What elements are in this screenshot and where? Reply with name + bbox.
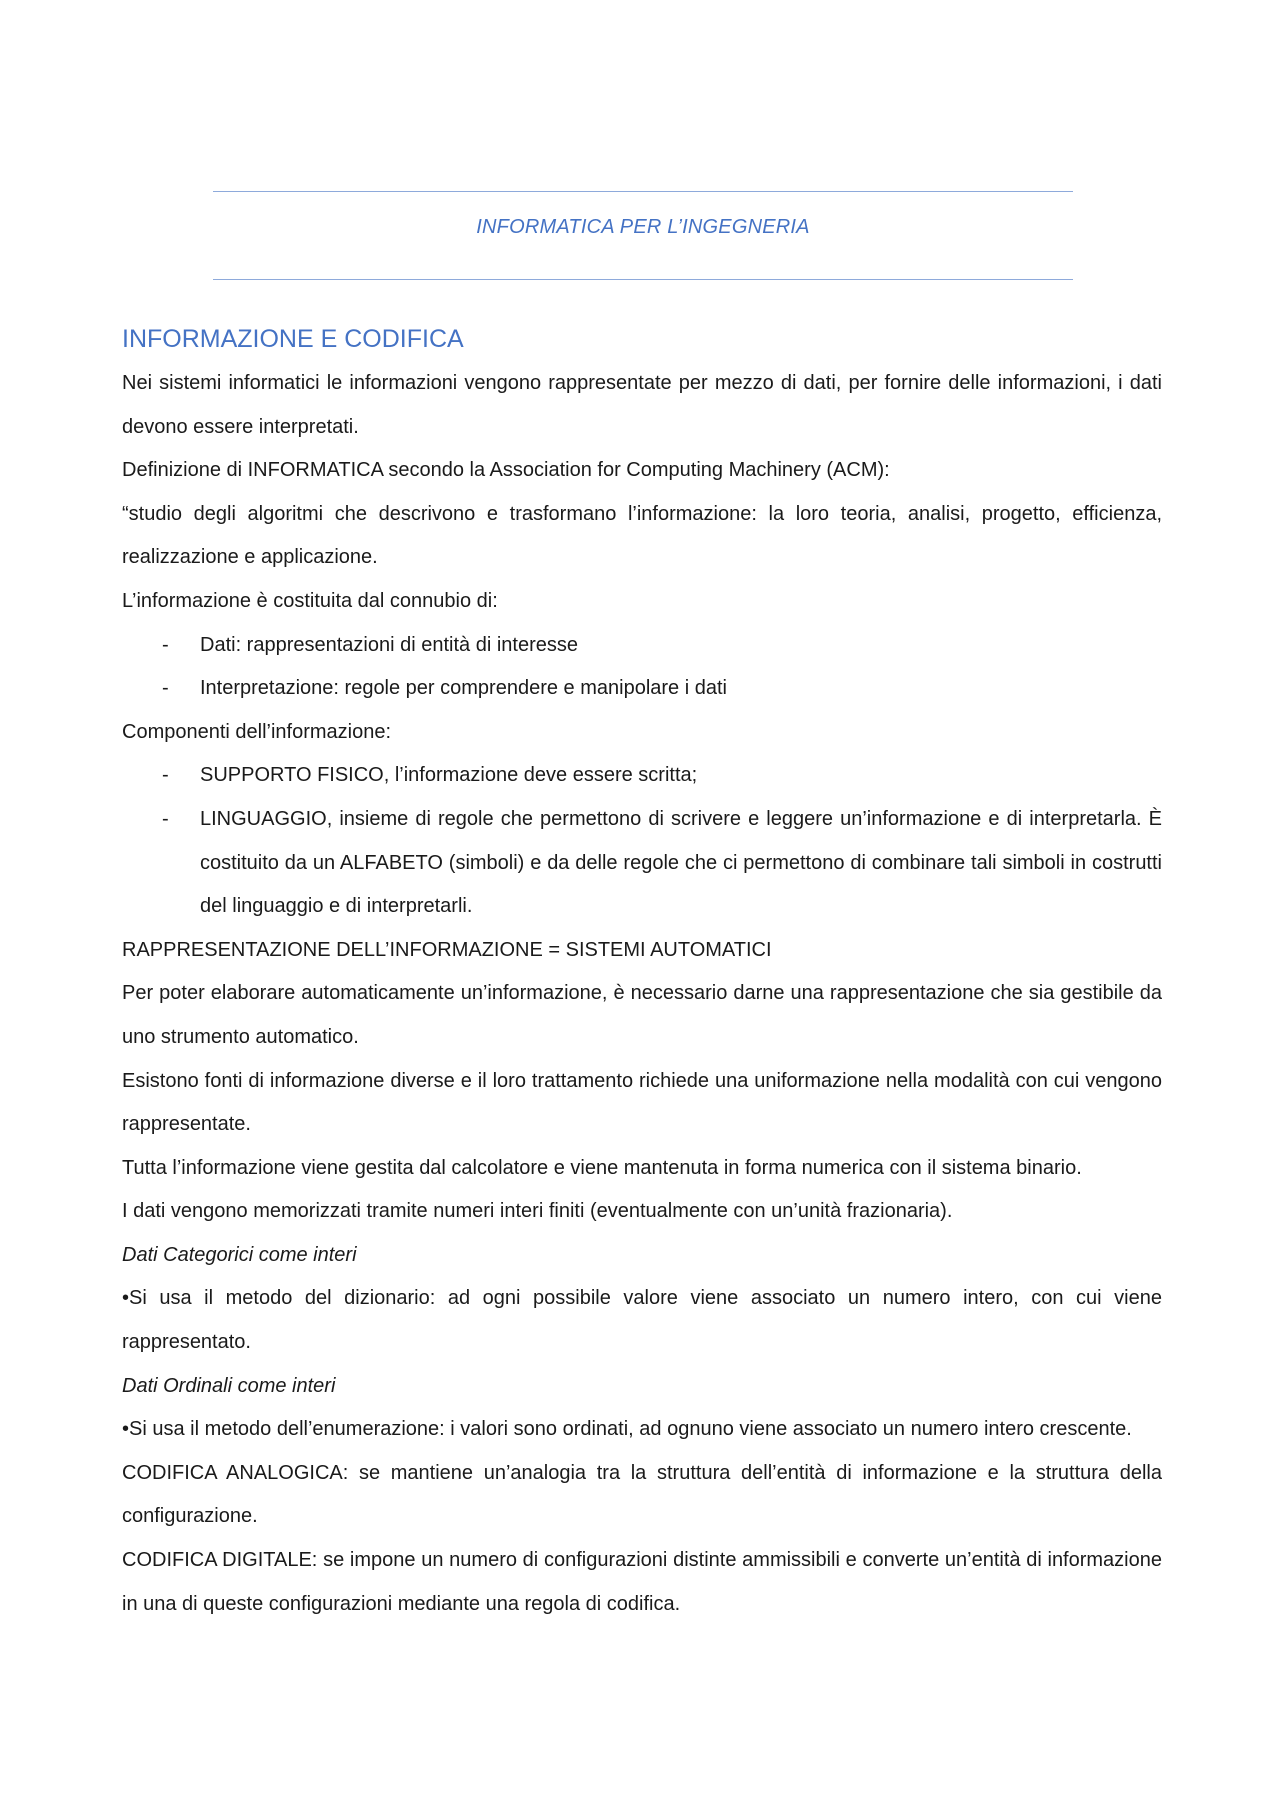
paragraph: Nei sistemi informatici le informazioni vengono rappresentate per mezzo di dati, per fornire delle informazioni, i dati devono essere interpretati.	[122, 372, 1162, 438]
paragraph-quote: “studio degli algoritmi che descrivono e trasformano l’informazione: la loro teoria, analisi, progetto, efficienza, realizzazione e applicazione.	[122, 502, 1162, 569]
list-components	[122, 754, 1162, 928]
paragraph: I dati vengono memorizzati tramite numeri interi finiti (eventualmente con un’unità frazionaria).	[122, 1200, 953, 1223]
paragraph: Tutta l’informazione viene gestita dal calcolatore e viene mantenuta in forma numerica con il sistema binario.	[122, 1156, 1082, 1179]
list-item	[122, 798, 1162, 929]
paragraph: L’informazione è costituita dal connubio di:	[122, 589, 498, 612]
list-item-text: Dati: rappresentazioni di entità di interesse	[200, 633, 578, 656]
paragraph: CODIFICA DIGITALE: se impone un numero di configurazioni distinte ammissibili e converte un’entità di informazione in una di queste configurazioni mediante una regola di codifica.	[122, 1549, 1162, 1615]
paragraph: Definizione di INFORMATICA secondo la Association for Computing Machinery (ACM):	[122, 459, 890, 482]
subheading: Dati Ordinali come interi	[122, 1374, 336, 1397]
section-heading: INFORMAZIONE E CODIFICA	[122, 325, 464, 353]
header-rule-top	[213, 191, 1073, 192]
list-item	[122, 624, 1162, 668]
list-dash-marker: -	[162, 677, 169, 700]
paragraph: Esistono fonti di informazione diverse e il loro trattamento richiede una uniformazione nella modalità con cui vengono rappresentate.	[122, 1069, 1162, 1136]
paragraph: •Si usa il metodo dell’enumerazione: i valori sono ordinati, ad ognuno viene associato un numero intero crescente.	[122, 1418, 1132, 1441]
header-rule-bottom	[213, 279, 1073, 280]
list-information-components	[122, 624, 1162, 711]
list-dash-marker: -	[162, 764, 169, 787]
paragraph: Per poter elaborare automaticamente un’informazione, è necessario darne una rappresentazione che sia gestibile da uno strumento automatico.	[122, 982, 1162, 1048]
document-title: INFORMATICA PER L’INGEGNERIA	[476, 216, 810, 238]
subheading: Dati Categorici come interi	[122, 1243, 357, 1266]
paragraph: RAPPRESENTAZIONE DELL’INFORMAZIONE = SISTEMI AUTOMATICI	[122, 938, 772, 961]
list-dash-marker: -	[162, 807, 169, 830]
list-item-text: Interpretazione: regole per comprendere e manipolare i dati	[200, 677, 727, 700]
paragraph: CODIFICA ANALOGICA: se mantiene un’analogia tra la struttura dell’entità di informazione e la struttura della configurazione.	[122, 1461, 1162, 1528]
paragraph: •Si usa il metodo del dizionario: ad ogni possibile valore viene associato un numero intero, con cui viene rappresentato.	[122, 1287, 1162, 1354]
list-item	[122, 667, 1162, 711]
document-body	[122, 318, 1162, 1626]
list-item	[122, 754, 1162, 798]
paragraph: Componenti dell’informazione:	[122, 720, 392, 743]
list-item-text: LINGUAGGIO, insieme di regole che permettono di scrivere e leggere un’informazione e di interpretarla. È costituito da un ALFABETO (simboli) e da delle regole che ci permettono di combinare tali simboli in costrutti del linguaggio e di interpretarli.	[200, 807, 1162, 918]
list-item-text: SUPPORTO FISICO, l’informazione deve essere scritta;	[200, 764, 698, 787]
list-dash-marker: -	[162, 633, 169, 656]
